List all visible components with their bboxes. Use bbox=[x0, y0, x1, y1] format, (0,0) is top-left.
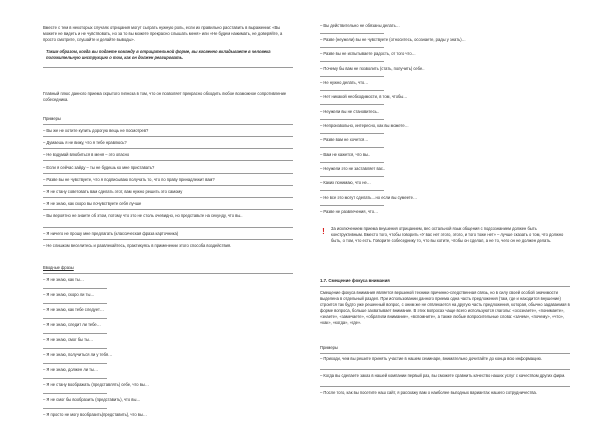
list-item: – Я не знаю, должен ли ты… bbox=[43, 367, 99, 372]
list-item: – Я не смог бы вообразить (представить), что вы… bbox=[43, 397, 141, 402]
list-item: – Разве не развлечения, что… bbox=[320, 209, 379, 214]
list-item: – Я не стану советовать вам сделать этот, вам нужно решить это самому bbox=[43, 189, 183, 194]
list-item: – Я не знаю, следит ли тебе… bbox=[43, 322, 101, 327]
separator bbox=[320, 162, 384, 163]
list-item: – Если я сейчас зайду – ты не будешь ко мне приставать? bbox=[43, 165, 155, 170]
separator bbox=[43, 173, 293, 174]
list-item: – Вы же не хотите купить дорогую вещь не посмотрев? bbox=[43, 128, 149, 133]
list-item: – Я не знаю, как тебе следует… bbox=[43, 307, 104, 312]
separator bbox=[43, 348, 107, 349]
separator bbox=[43, 273, 293, 274]
separator bbox=[43, 148, 293, 149]
separator bbox=[43, 67, 293, 68]
separator bbox=[43, 408, 107, 409]
list-item: – Нет никакой необходимости, в том, чтобы… bbox=[320, 94, 408, 99]
list-item: – После того, как вы посетите наш сайт, я расскажу вам о наиболее выгодных вариантах нашего сотрудничества. bbox=[320, 390, 537, 395]
right-examples-title: Примеры bbox=[320, 345, 338, 350]
list-item: – Разве вы не испытываете радость, от того что… bbox=[320, 51, 416, 56]
separator bbox=[43, 227, 293, 228]
separator bbox=[320, 33, 384, 34]
separator bbox=[43, 303, 107, 304]
separator bbox=[43, 288, 107, 289]
intro-paragraph: Вместе с тем в некоторых случаях отрицания могут сыграть нужную роль, если их правильно расставить в выражении: «Вы можете не видеть и не чувствовать, но за то вы можете прекрасно слышать меня» или «Не будем нажимать, не доверяйте, а просто смотрите, слушайте и делайте выводы». bbox=[43, 25, 283, 42]
list-item: – Я не знаю, скоро ли ты… bbox=[43, 292, 95, 297]
section-paragraph: Смещение фокуса внимания является вершиной техники причинно-следственная связь, но в силу своей особой значимости выделена в отдельный раздел. При использовании данного приема одна часть предложения (там, где и находится внушение) строится так будто уже решенный вопрос, с оним же не отвлекается на другую часть предложения, которая, обычно задаваемая в форме вопроса, больше захватывает внимание. В этих вопросах чаще всего используются глаголы: «осознаете», «понимаете», «знаете», «замечаете», «обратили внимание», «вспомните», а также любые вопросительные слова: «зачем», «почему», «что», «как», «когда», «где». bbox=[320, 290, 570, 325]
separator bbox=[320, 47, 384, 48]
separator bbox=[320, 205, 384, 206]
separator bbox=[320, 147, 384, 148]
list-item: – Разве вы не чувствуете, что я подписываю получать то, что по праву принадлежит вам? bbox=[43, 177, 215, 182]
separator bbox=[43, 185, 293, 186]
list-item: – Я не знаю, смог бы ты… bbox=[43, 337, 94, 342]
list-item: – Я не стану воображать (представлять) себе, что вы… bbox=[43, 382, 149, 387]
separator bbox=[43, 318, 107, 319]
warning-text: За исключением приема внушения отрицанием, вес остальной язык общения с подсознанием должен быть конструктивным. Вместо того, чтобы говорить «У вас нет этого, этого, и того тоже нет» – лучше сказать о том, что должно быть, о том, что есть. Говорите собеседнику то, что вы хотите, чтобы он сделал, а не то, чего он не должен делать. bbox=[331, 226, 564, 243]
separator bbox=[320, 176, 384, 177]
intro-phrases-title: Вводные фразы bbox=[43, 265, 74, 270]
list-item: – Не нужно делать, что… bbox=[320, 80, 369, 85]
list-item: – Вы вероятно не знаете об этом, потому что это не столь очевидно, но представьте на секунду, что вы.. bbox=[43, 213, 243, 218]
list-item: – Каких понимаю, что не… bbox=[320, 180, 371, 185]
list-item: – Не вздумай влюбиться в меня – это опасно bbox=[43, 152, 130, 157]
list-item: – Думаешь я не вижу, что я тебе нравлюсь? bbox=[43, 140, 127, 145]
examples-title: Примеры bbox=[43, 116, 61, 121]
list-item: – Я просто не могу вообразить(представить), что вы… bbox=[43, 412, 147, 417]
separator bbox=[43, 239, 293, 240]
separator bbox=[43, 333, 107, 334]
list-item: – Вам не кажется, что вы.. bbox=[320, 152, 371, 157]
list-item: – Я не знаю, как скоро вы почувствуете себя лучше bbox=[43, 201, 142, 206]
list-item: – Неужели вы не становитесь.. bbox=[320, 109, 380, 114]
list-item: – Я не знаю, получиться ли у тебя… bbox=[43, 352, 113, 357]
separator bbox=[320, 386, 570, 387]
list-item: – Разве вам не хочется… bbox=[320, 137, 369, 142]
separator bbox=[43, 197, 293, 198]
warning-note bbox=[320, 226, 570, 260]
separator bbox=[320, 90, 384, 91]
separator bbox=[320, 286, 570, 287]
separator bbox=[43, 393, 107, 394]
list-item: – Я ничего не прошу мне предлагать (классическая фраза карточника) bbox=[43, 231, 179, 236]
separator bbox=[43, 363, 107, 364]
separator bbox=[43, 378, 107, 379]
exclamation-icon: ! bbox=[322, 227, 325, 236]
separator bbox=[43, 160, 293, 161]
list-item: – Неужели это не заставляет вас.. bbox=[320, 166, 386, 171]
separator bbox=[43, 209, 293, 210]
separator bbox=[43, 124, 293, 125]
list-item: – Разве (неужели) вы не чувствуете (относитесь, осознаете, рады у знать)… bbox=[320, 37, 466, 42]
separator bbox=[320, 119, 384, 120]
list-item: – Не слишком веселитесь и развлекайтесь, практикуясь в применении этого способа воздействия. bbox=[43, 243, 232, 248]
separator bbox=[320, 76, 384, 77]
separator bbox=[320, 61, 384, 62]
list-item: – Приходи, чем вы решите принять участие в нашем семинаре, внимательно дочитайте до конца всю информацию. bbox=[320, 356, 542, 361]
list-item: – Вы действительно не обязаны делать… bbox=[320, 23, 400, 28]
list-item: – Я не знаю, как ты… bbox=[43, 277, 84, 282]
conclusion-paragraph: Таким образом, когда вы подаете команду в отрицательной форме, вы косвенно вкладываете в человека положительную инструкцию о том, как он должен реагировать. bbox=[46, 49, 271, 60]
separator bbox=[320, 190, 384, 191]
main-plus-paragraph: Главный плюс данного приема скрытого гипноза в том, что он позволяет прекрасно обходить любое возможное сопротивление собеседника. bbox=[43, 91, 287, 102]
list-item: – Когда вы сделаете заказ в нашей компании первый раз, вы сможете сравнить качество наших услуг с качеством других фирм. bbox=[320, 373, 566, 378]
list-item: – Не все это могут сделать…но если вы сумеете… bbox=[320, 195, 418, 200]
separator bbox=[320, 133, 384, 134]
separator bbox=[320, 104, 384, 105]
separator bbox=[320, 369, 570, 370]
section-title: 1.7. Смещение фокуса внимания bbox=[320, 278, 390, 283]
list-item: – Почему бы вам не позволить (стать, получить) себе.. bbox=[320, 66, 425, 71]
separator bbox=[43, 136, 293, 137]
list-item: – Непроизвольно, интересно, как вы можете… bbox=[320, 123, 409, 128]
separator bbox=[320, 353, 570, 354]
